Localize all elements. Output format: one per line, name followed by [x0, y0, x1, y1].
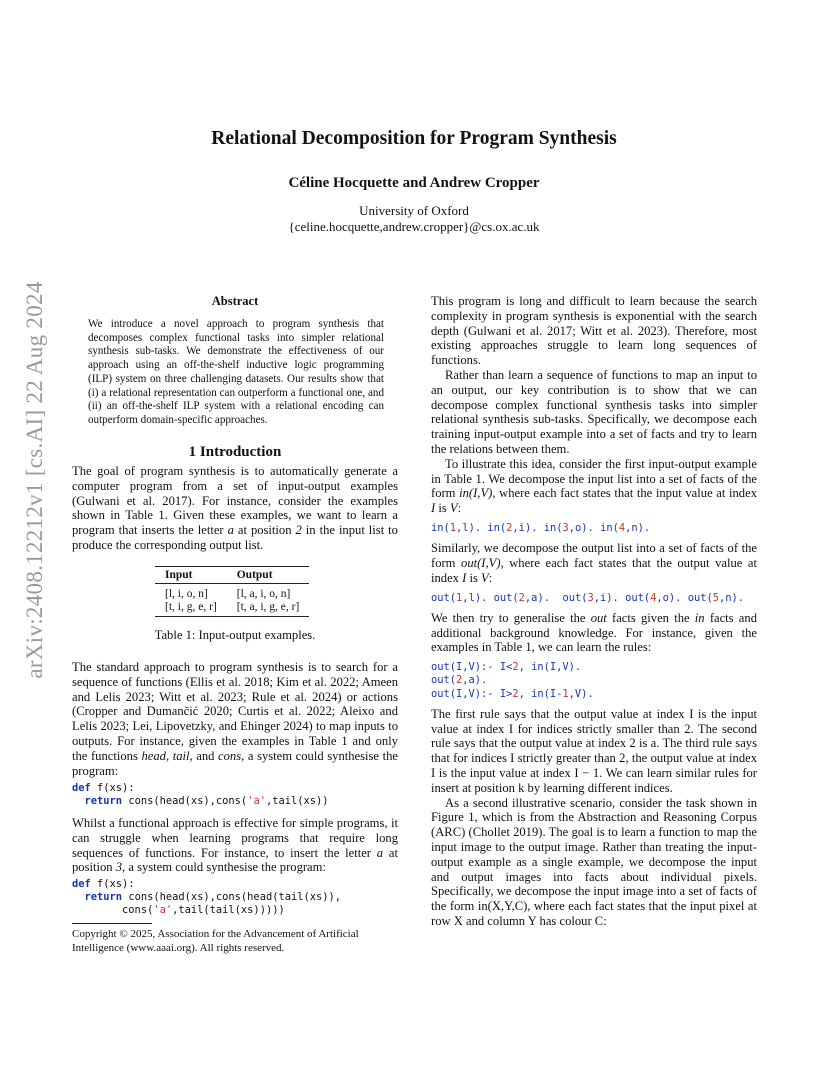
text: ). — [468, 521, 488, 534]
text: cons(head(xs),cons(head(tail(xs)), — [122, 891, 342, 904]
text: out — [590, 610, 607, 625]
text: I — [431, 501, 436, 516]
text: 2 — [512, 661, 519, 674]
text: The goal of program synthesis is to automatically generate a computer program from a set of input-output examples (Gulwani et al. 2017). For instance, consider the examples shown in Table 1. Given these examples, we want to learn a program that inserts the letter — [72, 464, 398, 538]
section-heading-introduction: 1 Introduction — [188, 444, 282, 460]
text: tail — [172, 748, 190, 763]
text: , — [456, 521, 463, 534]
text: , in(I- — [518, 687, 563, 700]
text: ). — [606, 591, 626, 604]
text: 'a' — [153, 904, 173, 917]
table-row — [155, 601, 309, 617]
text: : — [457, 501, 462, 516]
prolog-fact — [562, 592, 625, 604]
email: {celine.hocquette,andrew.cropper}@cs.ox.ac.uk — [288, 218, 540, 234]
text: out( — [625, 591, 651, 604]
text: 2 — [506, 521, 513, 534]
footnote-divider — [72, 923, 152, 924]
text: at position — [233, 523, 296, 538]
text: cons(head(xs),cons( — [122, 795, 248, 808]
text: 1 — [456, 591, 463, 604]
affiliation-block — [0, 203, 828, 234]
text: , — [625, 521, 632, 534]
text: out( — [687, 591, 713, 604]
text: 2 — [456, 674, 463, 687]
text: out(I,V) — [461, 555, 501, 570]
table-cell: [t, i, g, e, r] — [155, 601, 227, 617]
paragraph — [431, 457, 757, 516]
text: in( — [543, 521, 563, 534]
table-cell: [l, a, i, o, n] — [236, 588, 291, 600]
text: ,tail(xs)) — [265, 795, 329, 808]
text: , — [593, 591, 601, 604]
code-block-2 — [72, 878, 341, 918]
paragraph: Rather than learn a sequence of functions to map an input to an output, our key contribution is to show that we can decompose complex functional synthesis tasks into simpler relational synthesis sub-tasks. Specifically, we decompose each training input-output example into a set of facts and try to learn the relations between them. — [431, 367, 757, 456]
text: 3 — [562, 521, 569, 534]
prolog-fact — [688, 592, 744, 604]
text: , — [462, 591, 469, 604]
text: return — [84, 891, 123, 904]
text: 3 — [115, 860, 123, 875]
intro-paragraph-1 — [72, 464, 398, 553]
text: ,a). — [462, 674, 488, 687]
text: out( — [431, 674, 457, 687]
text: is — [435, 501, 450, 516]
text: Similarly, we decompose the output list into a set of facts of the form — [431, 541, 757, 570]
text: cons — [218, 748, 242, 763]
text: def — [72, 878, 91, 890]
text: out( — [493, 591, 519, 604]
text: return — [84, 795, 123, 808]
text: is — [466, 570, 482, 585]
table-header-output: Output — [227, 567, 310, 584]
text: ). — [524, 521, 544, 534]
text: , where each fact states that the input value at index — [492, 486, 757, 501]
text: 1 — [449, 521, 457, 534]
author-list: Céline Hocquette and Andrew Cropper — [288, 175, 540, 191]
text: 3 — [587, 591, 594, 604]
table-cell: [t, a, i, g, e, r] — [227, 601, 310, 617]
arxiv-id-text: arXiv:2408.12212v1 [cs.AI] 22 Aug 2024 — [22, 281, 47, 679]
text: ). — [731, 591, 745, 604]
out-facts-code — [431, 592, 757, 605]
text: , — [718, 591, 726, 604]
text: facts and additional background knowledge. For instance, given the examples in Table 1, we can learn the rules: — [431, 610, 757, 655]
text: ). — [668, 591, 688, 604]
text: ,tail(tail(xs))))) — [172, 904, 285, 917]
text: , a system could synthesise the program: — [122, 860, 326, 875]
text: in(I,V) — [459, 486, 493, 501]
text: f(xs): — [90, 782, 135, 794]
affiliation: University of Oxford — [359, 203, 469, 218]
text: ). — [581, 521, 601, 534]
text: o — [575, 521, 582, 534]
intro-paragraph-3 — [72, 816, 398, 875]
text: in the input list to produce the corresponding output list. — [72, 523, 398, 552]
prolog-fact — [544, 522, 600, 534]
text: , — [512, 521, 519, 534]
table-row — [155, 584, 309, 602]
paragraph — [431, 611, 757, 655]
text: , in(I,V). — [518, 661, 582, 674]
text: head — [141, 748, 166, 763]
text: cons( — [122, 904, 154, 917]
text: facts given the — [606, 610, 695, 625]
text: ). — [637, 521, 651, 534]
prolog-fact — [431, 592, 494, 604]
text: in( — [600, 521, 619, 534]
text: a — [531, 591, 538, 604]
paragraph — [431, 541, 757, 585]
code-block-1 — [72, 782, 329, 808]
prolog-fact — [494, 592, 563, 604]
text: at position — [72, 845, 398, 875]
text: i — [600, 591, 607, 604]
text: ). — [474, 591, 494, 604]
intro-paragraph-2 — [72, 660, 398, 778]
text: def — [72, 782, 91, 794]
text: in — [694, 610, 705, 625]
text: V — [481, 570, 489, 585]
text: To illustrate this idea, consider the first input-output example in Table 1. We decompose the input list into a set of facts of the form — [431, 456, 757, 501]
learned-rules-code — [431, 661, 757, 701]
paragraph: The first rule says that the output value at index I is the input value at index I for indices strictly smaller than 2. The second rule says that the output value at index 2 is a. The third rule says that for indices I strictly greater than 2, the output value at index I is the input value at index I − 1. We can learn similar rules for insert at position k by learning different indices. — [431, 706, 757, 795]
paragraph: This program is long and difficult to learn because the search complexity in program synthesis is exponential with the search depth (Gulwani et al. 2017; Witt et al. 2023). Therefore, most existing approaches struggle to learn long sequences of functions. — [431, 294, 757, 368]
text: l — [468, 591, 475, 604]
text: n — [725, 591, 732, 604]
table-cell: [l, i, o, n] — [165, 588, 208, 600]
abstract-heading: Abstract — [211, 294, 259, 308]
text: 4 — [650, 591, 657, 604]
paper-title: Relational Decomposition for Program Synthesis — [211, 128, 617, 149]
text: , — [568, 521, 576, 534]
text: 5 — [712, 591, 719, 604]
text: out( — [562, 591, 588, 604]
prolog-fact — [625, 592, 688, 604]
prolog-fact — [431, 522, 487, 534]
table-header-input: Input — [155, 567, 227, 584]
text: 'a' — [247, 795, 266, 808]
text: out(I,V):- I< — [431, 661, 513, 674]
text: , — [656, 591, 663, 604]
text: 1 — [562, 687, 569, 700]
text: I — [462, 570, 467, 585]
text: V — [449, 501, 458, 516]
text: in( — [487, 521, 507, 534]
text: a — [227, 523, 234, 538]
text: 4 — [618, 521, 626, 534]
table-1 — [155, 566, 309, 617]
text: a — [376, 845, 384, 860]
paragraph: As a second illustrative scenario, consider the task shown in Figure 1, which is from the Abstraction and Reasoning Corpus (ARC) (Chollet 2019). The goal is to learn a function to map the input image to the output image. Rather than treating the input-output example as a single example, we decompose the input and output images into facts about individual pixels. Specifically, we decompose the input image into a set of facts of the form in(X,Y,C), where each fact states that the input pixel at row X and column Y has colour C: — [431, 795, 757, 928]
text: in( — [431, 521, 450, 534]
text: o — [662, 591, 669, 604]
text: 2 — [518, 591, 525, 604]
text: n — [631, 521, 638, 534]
prolog-fact — [600, 522, 650, 534]
text: : — [488, 570, 493, 585]
text: 2 — [512, 687, 519, 700]
text: out( — [431, 591, 457, 604]
right-column — [431, 294, 757, 929]
text: 2 — [295, 523, 302, 538]
in-facts-code — [431, 522, 757, 535]
text: , — [524, 591, 532, 604]
text: The standard approach to program synthesis is to search for a sequence of functions (Ellis et al. 2018; Kim et al. 2022; Ameen and Lelis 2023; Witt et al. 2023; Rule et al. 2024) or actions (Cropper and Dumančić 2020; Curtis et al. 2022; Aleixo and Lelis 2023; Lei, Lipovetzky, and Ehinger 2024) to map inputs to outputs. For instance, given the examples in Table 1 and only the functions — [72, 660, 398, 763]
text: We then try to generalise the — [431, 610, 591, 625]
abstract-text: We introduce a novel approach to program synthesis that decomposes complex functional tasks into simpler relational synthesis sub-tasks. We demonstrate the effectiveness of our approach using an off-the-shelf inductive logic programming (ILP) system on three challenging datasets. Our results show that (i) a relational representation can outperform a functional one, and (ii) an off-the-shelf ILP system with a relational encoding can outperform domain-specific approaches. — [88, 318, 384, 426]
text: l — [462, 521, 469, 534]
text: , and — [189, 748, 219, 763]
text: , — [165, 748, 173, 763]
table-1-caption: Table 1: Input-output examples. — [154, 628, 316, 642]
text: out(I,V):- I> — [431, 687, 513, 700]
text: f(xs): — [90, 878, 135, 890]
text: ). — [537, 591, 563, 604]
arxiv-stamp — [22, 281, 48, 679]
prolog-fact — [487, 522, 543, 534]
text: ,V). — [568, 687, 594, 700]
text: , a system could synthesise the program: — [72, 748, 398, 778]
text: i — [518, 521, 525, 534]
text: Whilst a functional approach is effective for simple programs, it can struggle when learning programs that require long sequences of functions. For instance, to insert the letter — [72, 816, 398, 860]
text: , where each fact states that the output value at index — [431, 555, 757, 585]
copyright-footnote: Copyright © 2025, Association for the Advancement of Artificial Intelligence (www.aaai.org). All rights reserved. — [72, 928, 359, 954]
